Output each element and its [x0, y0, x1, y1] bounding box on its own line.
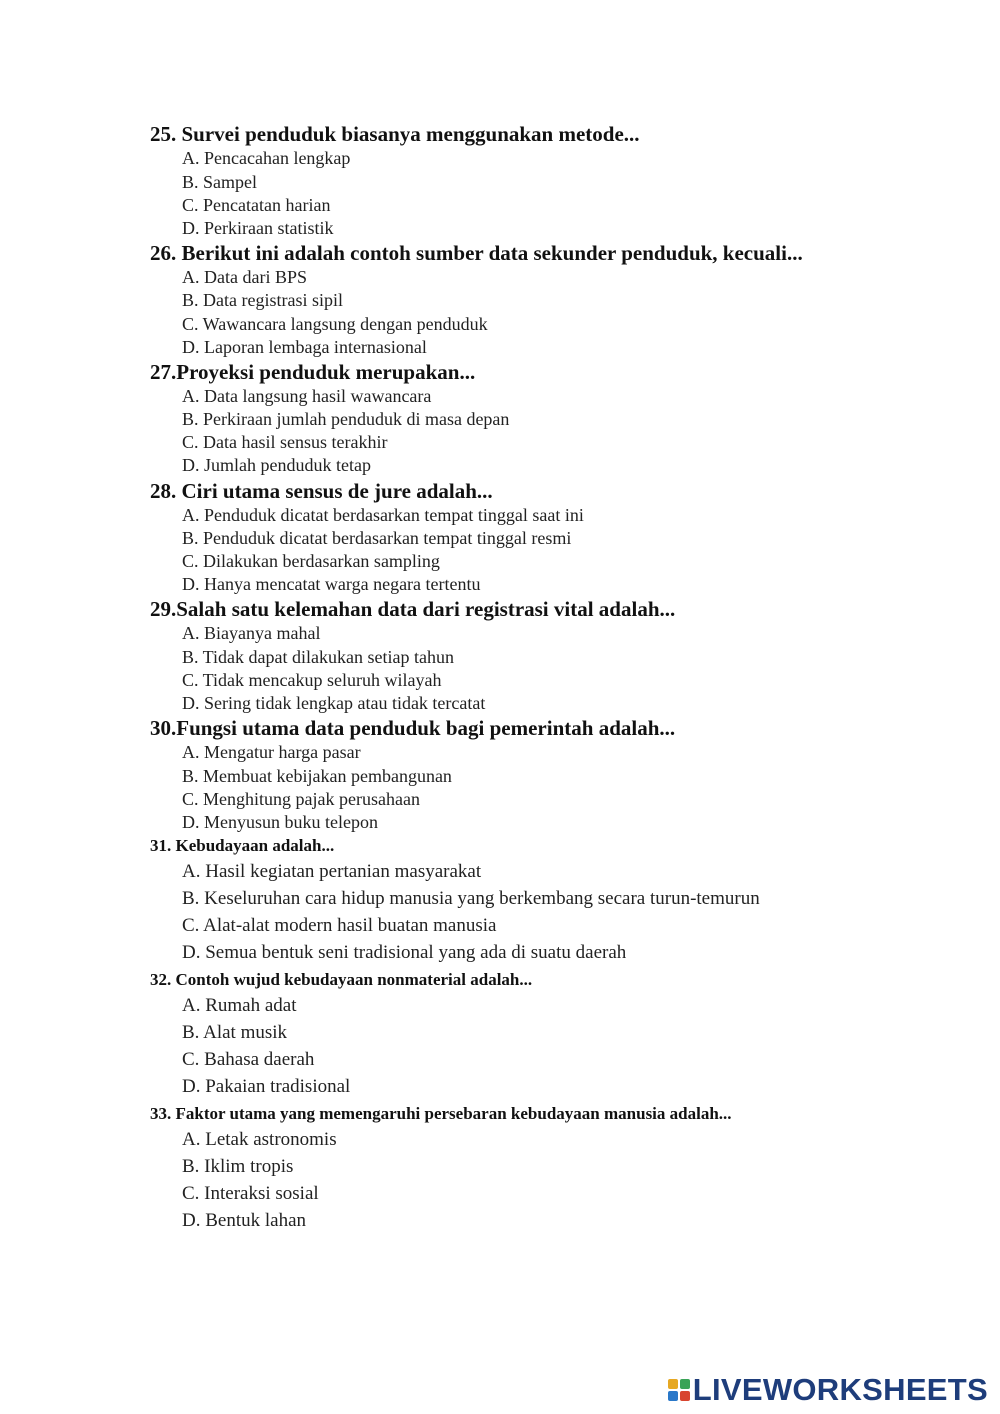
option-33-d: D. Bentuk lahan	[182, 1210, 307, 1231]
option-33-c: C. Interaksi sosial	[182, 1183, 319, 1204]
option-31-d: D. Semua bentuk seni tradisional yang ada di suatu daerah	[182, 942, 627, 963]
option-26-d: D. Laporan lembaga internasional	[182, 337, 427, 357]
question-25	[150, 122, 640, 147]
option-27-b: B. Perkiraan jumlah penduduk di masa depan	[182, 409, 510, 429]
option-30-d: D. Menyusun buku telepon	[182, 812, 378, 832]
option-25-a: A. Pencacahan lengkap	[182, 148, 351, 168]
question-27	[150, 360, 475, 385]
option-31-b: B. Keseluruhan cara hidup manusia yang berkembang secara turun-temurun	[182, 888, 760, 909]
question-26	[150, 241, 803, 266]
option-27-c: C. Data hasil sensus terakhir	[182, 432, 388, 452]
option-28-d: D. Hanya mencatat warga negara tertentu	[182, 574, 481, 594]
option-29-b: B. Tidak dapat dilakukan setiap tahun	[182, 647, 454, 667]
question-number: 31.	[150, 836, 172, 855]
question-number: 26.	[150, 241, 177, 265]
question-number: 25.	[150, 122, 177, 146]
question-32	[150, 970, 532, 990]
question-31	[150, 836, 334, 856]
option-32-a: A. Rumah adat	[182, 995, 297, 1016]
question-text: Kebudayaan adalah...	[175, 836, 335, 855]
question-text: Ciri utama sensus de jure adalah...	[181, 479, 493, 503]
logo-square-e	[680, 1391, 690, 1401]
option-29-a: A. Biayanya mahal	[182, 623, 321, 643]
question-33	[150, 1104, 732, 1124]
option-33-b: B. Iklim tropis	[182, 1156, 294, 1177]
option-28-b: B. Penduduk dicatat berdasarkan tempat tinggal resmi	[182, 528, 572, 548]
option-27-a: A. Data langsung hasil wawancara	[182, 386, 432, 406]
option-32-d: D. Pakaian tradisional	[182, 1076, 351, 1097]
liveworksheets-logo[interactable]	[668, 1372, 988, 1408]
brand-name: LIVEWORKSHEETS	[692, 1372, 988, 1407]
option-31-c: C. Alat-alat modern hasil buatan manusia	[182, 915, 497, 936]
question-text: Berikut ini adalah contoh sumber data sekunder penduduk, kecuali...	[181, 241, 803, 265]
option-33-a: A. Letak astronomis	[182, 1129, 337, 1150]
question-28	[150, 479, 493, 504]
logo-square-i	[680, 1379, 690, 1389]
question-29	[150, 597, 675, 622]
logo-square-l	[668, 1379, 678, 1389]
option-26-a: A. Data dari BPS	[182, 267, 307, 287]
question-30	[150, 716, 675, 741]
option-32-c: C. Bahasa daerah	[182, 1049, 315, 1070]
question-text: Salah satu kelemahan data dari registrasi vital adalah...	[176, 597, 676, 621]
option-28-c: C. Dilakukan berdasarkan sampling	[182, 551, 440, 571]
logo-square-v	[668, 1391, 678, 1401]
option-25-b: B. Sampel	[182, 172, 257, 192]
question-text: Fungsi utama data penduduk bagi pemerintah adalah...	[176, 716, 676, 740]
question-number: 27.	[150, 360, 177, 384]
option-29-d: D. Sering tidak lengkap atau tidak tercatat	[182, 693, 486, 713]
option-32-b: B. Alat musik	[182, 1022, 288, 1043]
option-25-d: D. Perkiraan statistik	[182, 218, 334, 238]
question-number: 33.	[150, 1104, 172, 1123]
option-25-c: C. Pencatatan harian	[182, 195, 331, 215]
option-31-a: A. Hasil kegiatan pertanian masyarakat	[182, 861, 482, 882]
option-27-d: D. Jumlah penduduk tetap	[182, 455, 371, 475]
question-number: 30.	[150, 716, 177, 740]
question-text: Faktor utama yang memengaruhi persebaran kebudayaan manusia adalah...	[175, 1104, 732, 1123]
liveworksheets-logo-icon	[668, 1379, 690, 1401]
option-26-b: B. Data registrasi sipil	[182, 290, 343, 310]
question-number: 29.	[150, 597, 177, 621]
question-text: Proyeksi penduduk merupakan...	[176, 360, 476, 384]
question-number: 32.	[150, 970, 172, 989]
question-text: Survei penduduk biasanya menggunakan metode...	[181, 122, 640, 146]
option-26-c: C. Wawancara langsung dengan penduduk	[182, 314, 488, 334]
option-29-c: C. Tidak mencakup seluruh wilayah	[182, 670, 442, 690]
option-28-a: A. Penduduk dicatat berdasarkan tempat tinggal saat ini	[182, 505, 584, 525]
question-text: Contoh wujud kebudayaan nonmaterial adalah...	[175, 970, 533, 989]
question-number: 28.	[150, 479, 177, 503]
option-30-b: B. Membuat kebijakan pembangunan	[182, 766, 452, 786]
option-30-c: C. Menghitung pajak perusahaan	[182, 789, 420, 809]
option-30-a: A. Mengatur harga pasar	[182, 742, 361, 762]
